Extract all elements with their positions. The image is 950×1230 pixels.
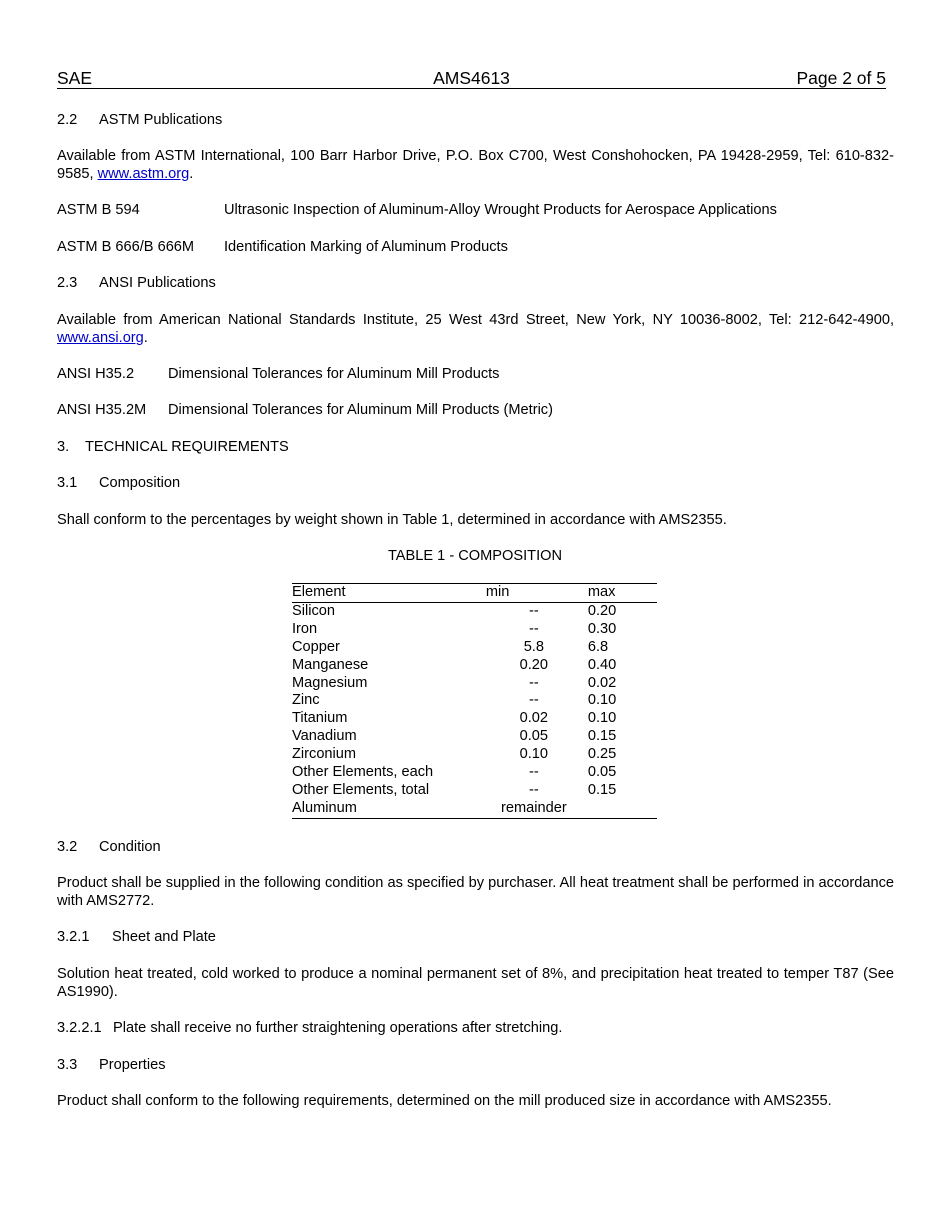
section-3-3-heading: 3.3 Properties [57,1057,166,1073]
cell-element: Vanadium [292,728,357,745]
table-row [292,782,657,800]
section-3-1-heading: 3.1 Composition [57,475,181,491]
composition-table [292,583,657,819]
astm-link[interactable]: www.astm.org [97,166,190,182]
cell-element: Titanium [292,710,348,727]
cell-max: 0.15 [587,781,617,798]
cell-min: -- [528,764,539,781]
section-3-2-text: Product shall be supplied in the following condition as specified by purchaser. All heat treatment shall be performed in accordance with AMS2772. [57,875,894,909]
section-3-2-2-1: 3.2.2.1 Plate shall receive no further straightening operations after stretching. [57,1020,563,1036]
table-header-row [292,584,657,603]
page-header [57,68,886,89]
section-3-2-heading: 3.2 Condition [57,839,161,855]
cell-min: -- [528,620,539,637]
cell-min: 0.20 [519,656,549,673]
cell-min: remainder [500,799,567,816]
cell-element: Magnesium [292,674,368,691]
table-row [292,692,657,710]
table-row [292,710,657,728]
cell-min: -- [528,602,539,619]
table-row [292,621,657,639]
cell-max: 0.25 [587,746,617,763]
table-row [292,746,657,764]
cell-min: 0.02 [519,710,549,727]
cell-element: Iron [292,620,318,637]
cell-max: 0.20 [587,602,617,619]
astm-availability-paragraph: Available from ASTM International, 100 Barr Harbor Drive, P.O. Box C700, West Conshohocken, PA 19428-2959, Tel: 610-832-9585, www.astm.org. [57,148,894,182]
cell-element: Zinc [292,692,320,709]
cell-max: 0.10 [587,692,617,709]
section-3-1-text: Shall conform to the percentages by weight shown in Table 1, determined in accordance with AMS2355. [57,512,727,528]
cell-element: Other Elements, each [292,764,434,781]
header-element: Element [292,584,346,600]
cell-element: Silicon [292,602,335,619]
section-2-3-heading: 2.3 ANSI Publications [57,275,216,291]
table-row [292,800,657,818]
header-org: SAE [57,68,93,88]
table-1-title: TABLE 1 - COMPOSITION [387,548,563,564]
section-3-heading: 3. TECHNICAL REQUIREMENTS [57,439,289,455]
header-max: max [587,584,616,600]
cell-element: Other Elements, total [292,781,430,798]
cell-max: 0.10 [587,710,617,727]
cell-min: -- [528,781,539,798]
section-3-2-1-heading: 3.2.1 Sheet and Plate [57,929,216,945]
cell-min: -- [528,674,539,691]
table-row [292,764,657,782]
table-row [292,675,657,693]
cell-element: Manganese [292,656,369,673]
section-3-2-1-text: Solution heat treated, cold worked to produce a nominal permanent set of 8%, and precipitation heat treated to temper T87 (See AS1990). [57,966,894,1000]
section-3-3-text: Product shall conform to the following requirements, determined on the mill produced size in accordance with AMS2355. [57,1093,832,1109]
cell-element: Zirconium [292,746,357,763]
cell-min: 0.05 [519,728,549,745]
reference-ansi-h35-2m: ANSI H35.2M Dimensional Tolerances for Aluminum Mill Products (Metric) [57,402,553,418]
table-row [292,728,657,746]
cell-element: Aluminum [292,799,357,816]
header-page-number: Page 2 of 5 [796,68,886,88]
ansi-link[interactable]: www.ansi.org [57,330,144,346]
cell-max [588,800,657,818]
reference-astm-b666: ASTM B 666/B 666M Identification Marking of Aluminum Products [57,239,508,255]
ansi-availability-paragraph: Available from American National Standards Institute, 25 West 43rd Street, New York, NY 10036-8002, Tel: 212-642-4900, www.ansi.org. [57,312,894,346]
cell-element: Copper [292,638,340,655]
table-row [292,602,657,620]
cell-max: 0.05 [587,764,617,781]
cell-max: 0.15 [587,728,617,745]
cell-min: 5.8 [523,638,544,655]
header-min: min [485,584,510,600]
cell-min: -- [528,692,539,709]
cell-max: 0.40 [587,656,617,673]
reference-ansi-h35-2: ANSI H35.2 Dimensional Tolerances for Aluminum Mill Products [57,366,500,382]
cell-max: 6.8 [587,638,609,655]
section-2-2-heading: 2.2 ASTM Publications [57,112,223,128]
table-row [292,639,657,657]
header-doc-number: AMS4613 [433,68,510,88]
cell-min: 0.10 [519,746,549,763]
reference-astm-b594: ASTM B 594 Ultrasonic Inspection of Aluminum-Alloy Wrought Products for Aerospace Applications [57,202,777,218]
cell-max: 0.02 [587,674,617,691]
table-row [292,657,657,675]
cell-max: 0.30 [587,620,617,637]
